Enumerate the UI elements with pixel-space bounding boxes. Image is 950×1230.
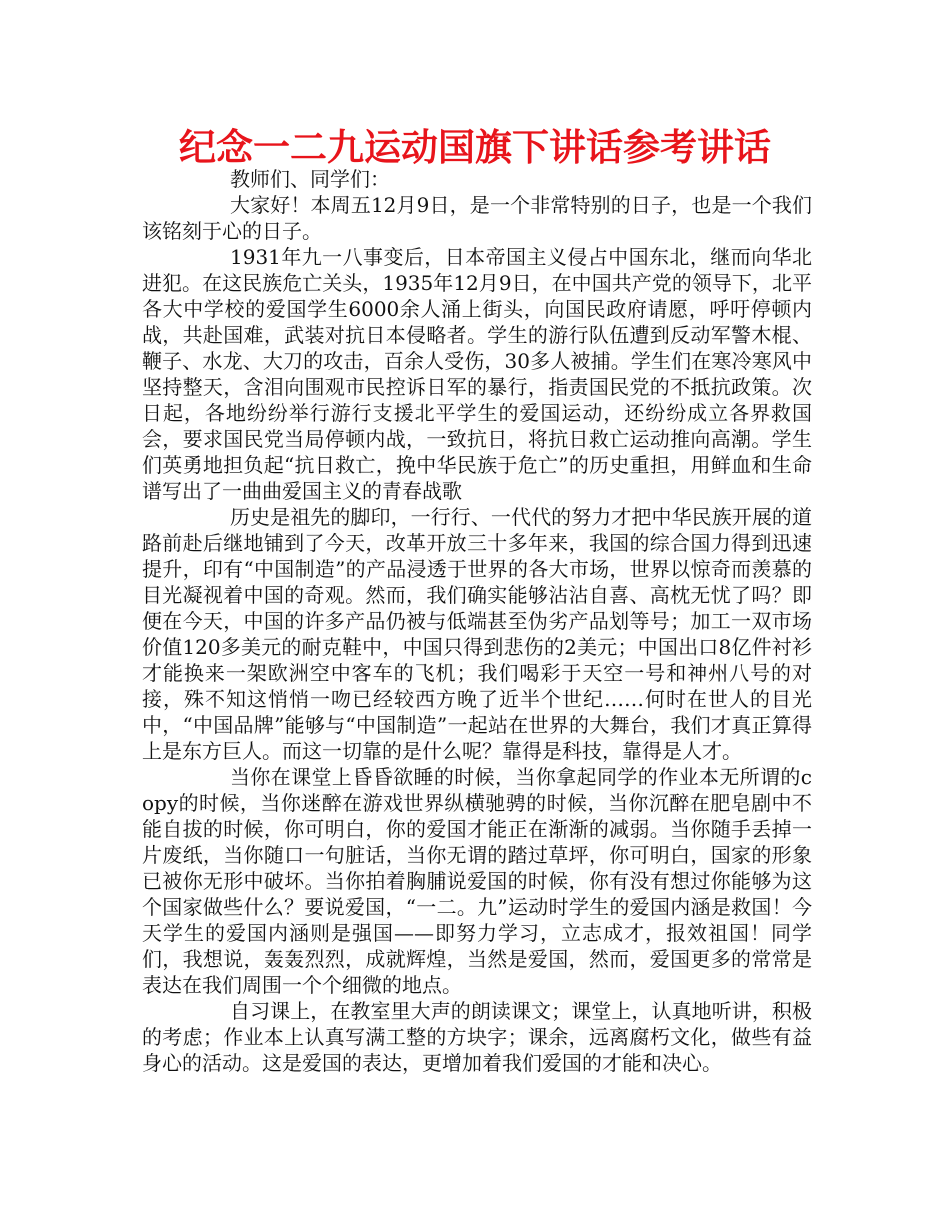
document-body: [142, 166, 812, 1076]
paragraph: 1931年九一八事变后，日本帝国主义侵占中国东北，继而向华北进犯。在这民族危亡关头，1935年12月9日，在中国共产党的领导下，北平各大中学校的爱国学生6000余人涌上街头，向国民政府请愿，呼吁停顿内战，共赴国难，武装对抗日本侵略者。学生的游行队伍遭到反动军警木棍、鞭子、水龙、大刀的攻击，百余人受伤，30多人被捕。学生们在寒冷寒风中坚持整天，含泪向围观市民控诉日军的暴行，指责国民党的不抵抗政策。次日起，各地纷纷举行游行支援北平学生的爱国运动，还纷纷成立各界救国会，要求国民党当局停顿内战，一致抗日，将抗日救亡运动推向高潮。学生们英勇地担负起“抗日救亡，挽中华民族于危亡”的历史重担，用鲜血和生命谱写出了一曲曲爱国主义的青春战歌: [142, 245, 812, 503]
paragraph: 历史是祖先的脚印，一行行、一代代的努力才把中华民族开展的道路前赴后继地铺到了今天，改革开放三十多年来，我国的综合国力得到迅速提升，印有“中国制造”的产品浸透于世界的各大市场，世界以惊奇而羡慕的目光凝视着中国的奇观。然而，我们确实能够沾沾自喜、高枕无忧了吗？即便在今天，中国的许多产品仍被与低端甚至伪劣产品划等号；加工一双市场价值120多美元的耐克鞋中，中国只得到悲伤的2美元；中国出口8亿件衬衫才能换来一架欧洲空中客车的飞机；我们喝彩于天空一号和神州八号的对接，殊不知这悄悄一吻已经较西方晚了近半个世纪……何时在世人的目光中，“中国品牌”能够与“中国制造”一起站在世界的大舞台，我们才真正算得上是东方巨人。而这一切靠的是什么呢？靠得是科技，靠得是人才。: [142, 505, 812, 763]
paragraph: 自习课上，在教室里大声的朗读课文；课堂上，认真地听讲，积极的考虑；作业本上认真写满工整的方块字；课余，远离腐朽文化，做些有益身心的活动。这是爱国的表达，更增加着我们爱国的才能和决心。: [142, 999, 812, 1075]
document-title: 纪念一二九运动国旗下讲话参考讲话: [179, 126, 771, 169]
paragraph: 当你在课堂上昏昏欲睡的时候，当你拿起同学的作业本无所谓的copy的时候，当你迷醉在游戏世界纵横驰骋的时候，当你沉醉在肥皂剧中不能自拔的时候，你可明白，你的爱国才能正在渐渐的减弱。当你随手丢掉一片废纸，当你随口一句脏话，当你无谓的踏过草坪，你可明白，国家的形象已被你无形中破坏。当你拍着胸脯说爱国的时候，你有没有想过你能够为这个国家做些什么？要说爱国，“一二。九”运动时学生的爱国内涵是救国！今天学生的爱国内涵则是强国——即努力学习，立志成才，报效祖国！同学们，我想说，轰轰烈烈，成就辉煌，当然是爱国，然而，爱国更多的常常是表达在我们周围一个个细微的地点。: [142, 765, 812, 997]
salutation: 教师们、同学们：: [230, 167, 390, 191]
paragraph: 大家好！本周五12月9日，是一个非常特别的日子，也是一个我们该铭刻于心的日子。: [142, 193, 812, 243]
